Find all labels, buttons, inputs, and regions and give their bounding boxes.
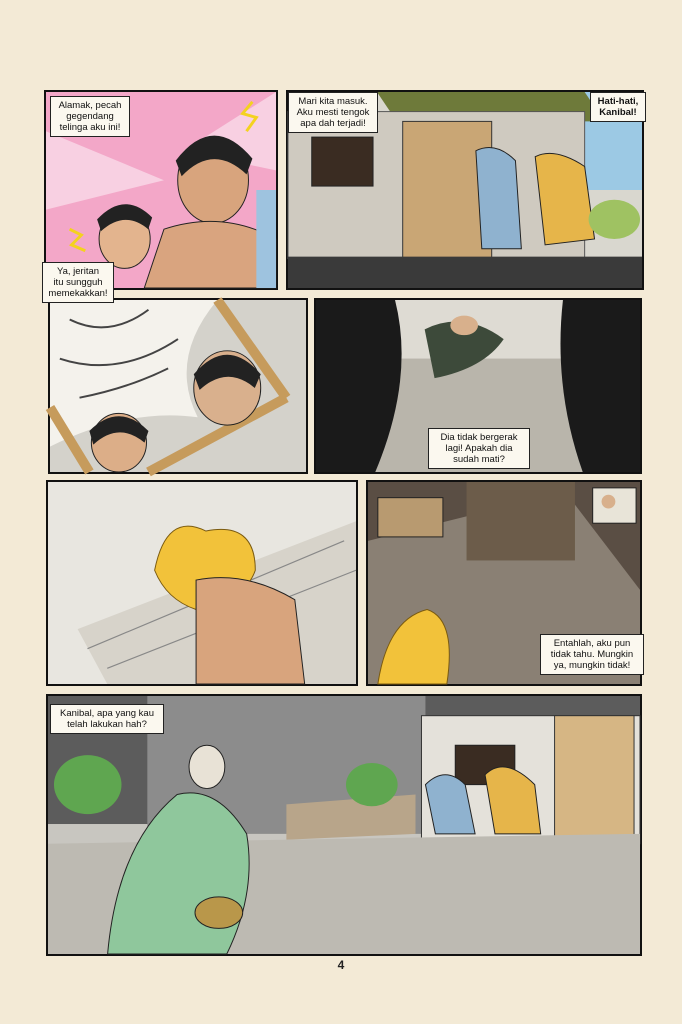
panel-1-caption-1: Alamak, pecah gegendang telinga aku ini! (50, 96, 130, 137)
panel-4-caption-1: Dia tidak bergerak lagi! Apakah dia sudah mati? (428, 428, 530, 469)
panel-6 (366, 480, 642, 686)
panel-3-art (50, 300, 306, 472)
panel-5-art (48, 482, 356, 684)
panel-3 (48, 298, 308, 474)
panel-2 (286, 90, 644, 290)
panel-5 (46, 480, 358, 686)
panel-1-caption-2: Ya, jeritan itu sungguh memekakkan! (42, 262, 114, 303)
panel-7-art (48, 696, 640, 954)
panel-1 (44, 90, 278, 299)
panel-7-caption-1: Kanibal, apa yang kau telah lakukan hah? (50, 704, 164, 734)
panel-7 (46, 694, 642, 956)
panel-6-caption-1: Entahlah, aku pun tidak tahu. Mungkin ya, mungkin tidak! (540, 634, 644, 675)
page-number: 4 (337, 958, 345, 972)
panel-2-caption-2: Hati-hati, Kanibal! (590, 92, 646, 122)
panel-2-caption-1: Mari kita masuk. Aku mesti tengok apa dah terjadi! (288, 92, 378, 133)
panel-4 (314, 298, 642, 474)
